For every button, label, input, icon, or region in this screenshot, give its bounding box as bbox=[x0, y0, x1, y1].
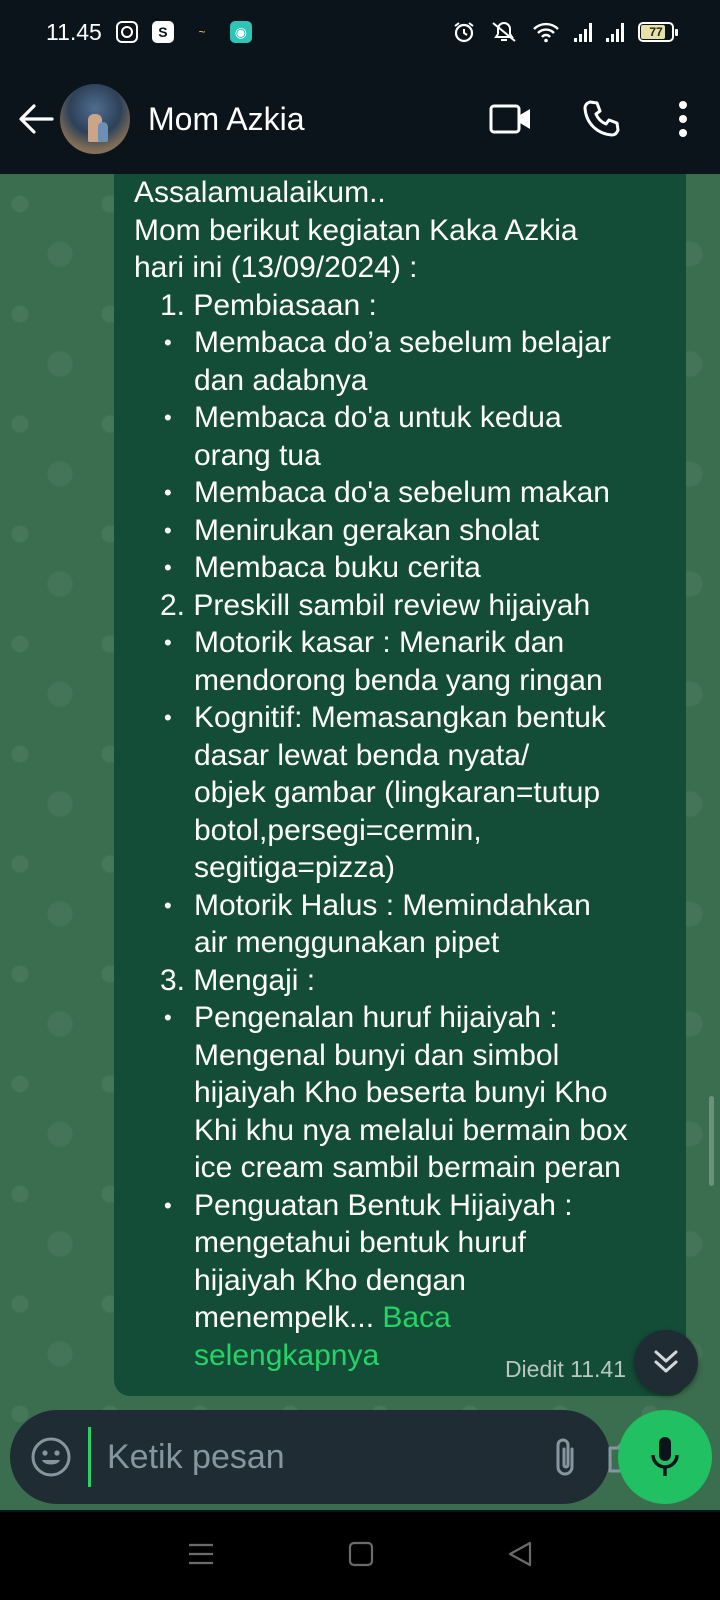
more-options-button[interactable] bbox=[658, 86, 708, 152]
message-input[interactable] bbox=[88, 1427, 550, 1487]
message-line: air menggunakan pipet bbox=[194, 926, 500, 959]
back-triangle-icon bbox=[507, 1540, 533, 1568]
message-line: mengetahui bentuk huruf bbox=[194, 1226, 526, 1259]
signal-icon bbox=[606, 22, 624, 42]
message-bullet-line: • Kognitif: Memasangkan bentuk bbox=[134, 699, 666, 737]
message-line: hijaiyah Kho dengan bbox=[194, 1263, 466, 1297]
message-line: botol,persegi=cermin, bbox=[194, 813, 482, 847]
home-button[interactable] bbox=[348, 1541, 374, 1572]
truncated-text: menempelk... bbox=[194, 1301, 375, 1334]
battery-icon bbox=[638, 22, 674, 42]
message-line: Khi khu nya melalui bermain box bbox=[194, 1113, 628, 1147]
message-bullet-line: • Membaca do'a untuk kedua bbox=[134, 399, 666, 437]
message-bubble[interactable] bbox=[114, 174, 686, 1396]
message-numbered-line: 3. Mengaji : bbox=[160, 963, 316, 997]
recent-apps-button[interactable] bbox=[187, 1542, 215, 1571]
phone-call-icon bbox=[581, 99, 621, 139]
read-more-link-cont[interactable]: selengkapnya bbox=[194, 1338, 380, 1372]
message-truncated-line bbox=[134, 1299, 666, 1337]
more-options-icon bbox=[678, 101, 688, 137]
emoji-icon bbox=[30, 1436, 72, 1478]
message-line: ice cream sambil bermain peran bbox=[194, 1151, 621, 1184]
message-bullet-line: • Membaca do’a sebelum belajar bbox=[134, 324, 666, 362]
battery-level: 77 bbox=[649, 25, 663, 39]
message-bullet-line: • Motorik Halus : Memindahkan bbox=[134, 887, 666, 925]
shopping-bag-icon: S bbox=[152, 21, 174, 43]
back-nav-button[interactable] bbox=[507, 1540, 533, 1573]
signal-icon bbox=[574, 22, 592, 42]
message-line: orang tua bbox=[194, 438, 321, 472]
video-call-button[interactable] bbox=[478, 86, 544, 152]
attach-icon bbox=[550, 1435, 580, 1479]
scroll-down-button[interactable] bbox=[634, 1330, 698, 1394]
message-numbered-line: 2. Preskill sambil review hijaiyah bbox=[160, 588, 591, 622]
message-line: objek gambar (lingkaran=tutup bbox=[194, 776, 601, 809]
mic-icon bbox=[649, 1435, 681, 1479]
message-line: hari ini (13/09/2024) : bbox=[134, 251, 418, 284]
edited-label: Diedit bbox=[504, 1355, 564, 1382]
message-line: segitiga=pizza) bbox=[194, 851, 395, 884]
message-line: dan adabnya bbox=[194, 363, 368, 397]
message-bullet-line: • Penguatan Bentuk Hijaiyah : bbox=[134, 1187, 666, 1225]
system-nav-bar bbox=[0, 1512, 720, 1600]
message-line: Mom berikut kegiatan Kaka Azkia bbox=[134, 213, 578, 247]
chat-header bbox=[0, 64, 720, 174]
wifi-icon bbox=[532, 21, 560, 43]
attach-button[interactable] bbox=[550, 1427, 580, 1487]
back-button[interactable] bbox=[8, 89, 64, 149]
message-bullet-line: • Membaca buku cerita bbox=[134, 549, 666, 587]
status-bar bbox=[0, 0, 720, 64]
message-time: 11.41 bbox=[570, 1355, 626, 1382]
message-bullet-line: • Motorik kasar : Menarik dan bbox=[134, 624, 666, 662]
read-more-link[interactable]: Baca bbox=[382, 1301, 451, 1334]
emoji-button[interactable] bbox=[30, 1427, 72, 1487]
status-right bbox=[452, 20, 674, 44]
message-line: Mengenal bunyi dan simbol bbox=[194, 1038, 560, 1072]
avatar[interactable] bbox=[60, 84, 130, 154]
double-chevron-down-icon bbox=[652, 1348, 680, 1376]
message-text bbox=[134, 174, 666, 1299]
contact-name[interactable]: Mom Azkia bbox=[148, 100, 305, 137]
message-line: mendorong benda yang ringan bbox=[194, 663, 603, 697]
instagram-icon bbox=[116, 21, 138, 43]
chat-area bbox=[0, 174, 720, 1510]
message-line: Assalamualaikum.. bbox=[134, 176, 386, 209]
phone-call-button[interactable] bbox=[568, 86, 634, 152]
message-bullet-line: • Menirukan gerakan sholat bbox=[134, 512, 666, 550]
scrollbar[interactable] bbox=[709, 1096, 714, 1186]
status-left bbox=[46, 19, 252, 46]
message-bullet-line: • Membaca do'a sebelum makan bbox=[134, 474, 666, 512]
message-numbered-line: 1. Pembiasaan : bbox=[160, 288, 377, 322]
back-arrow-icon bbox=[18, 103, 54, 135]
menu-icon bbox=[187, 1542, 215, 1566]
message-composer bbox=[10, 1410, 610, 1504]
mute-icon bbox=[490, 20, 518, 44]
status-time: 11.45 bbox=[46, 18, 102, 45]
message-line: dasar lewat benda nyata/ bbox=[194, 738, 530, 772]
app-logo-icon: ~ bbox=[198, 25, 206, 39]
message-line: hijaiyah Kho beserta bunyi Kho bbox=[194, 1076, 608, 1109]
message-bullet-line: • Pengenalan huruf hijaiyah : bbox=[134, 999, 666, 1037]
home-square-icon bbox=[348, 1541, 374, 1567]
video-call-icon bbox=[489, 103, 533, 135]
message-meta bbox=[505, 1351, 626, 1389]
voice-message-button[interactable] bbox=[618, 1410, 712, 1504]
chat-app-icon: ◉ bbox=[230, 21, 252, 43]
alarm-icon bbox=[452, 20, 476, 44]
